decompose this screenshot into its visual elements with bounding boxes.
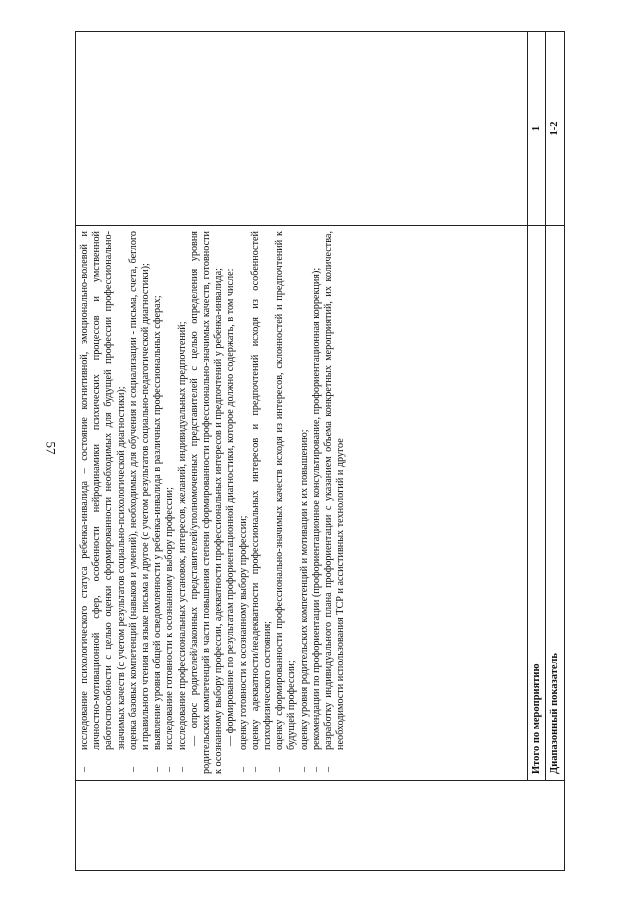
- column-divider: [75, 780, 565, 781]
- description-cell: [79, 231, 347, 774]
- total-label: Итого по мероприятию: [531, 663, 542, 774]
- list-item: – рекомендации по профориентации (профориентационное консультирование, профориентационная коррекция);: [310, 267, 322, 772]
- row-divider: [545, 31, 546, 781]
- range-value: 1-2: [549, 121, 560, 136]
- list-item: – разработку индивидуального плана профориентации с указанием объема конкретных мероприятий, их количества, необходимости использования ТСР и ассистивных технологий и другое: [323, 231, 347, 772]
- total-value: 1: [531, 125, 542, 132]
- list-item: – оценку адекватности/неадекватности профессиональных интересов и предпочтений исходя из особенностей психофизического состояния;: [249, 231, 274, 772]
- paragraph-parent-survey: — опрос родителей/законных представителей/уполномоченных представителей с целью определения уровня родительских компетенций в части повышения степени сформированности профессионально-значимых качеств, готовности к осознанному выбору профессии, адекватности профессиональных интересов и предпочтений у ребенка-инвалида;: [188, 231, 225, 774]
- list-item: – исследование готовности к осознанному выбору профессии;: [164, 487, 176, 772]
- page-number: 57: [43, 441, 59, 455]
- range-label: Диапазонный показатель: [549, 653, 560, 774]
- rotated-table: [75, 31, 565, 871]
- list-item: – оценку уровня родительских компетенций и мотивации к их повышению;: [298, 429, 310, 772]
- list-item: – оценка базовых компетенций (навыков и умений), необходимых для обучения и социализации - письма, счета, беглого и правильного чтения на языке письма и другое (с учетом результатов социально-педагогической диагностики);: [127, 231, 152, 772]
- list-item: – оценку готовности к осознанному выбору профессии;: [237, 515, 249, 772]
- paragraph-conclusion: — формирование по результатам профориентационной диагностики, которое должно содержать, в том числе:: [225, 268, 237, 746]
- list-item: – выявление уровня общей осведомленности у ребенка-инвалида в различных профессиональных сферах;: [152, 295, 164, 772]
- list-item: – оценку сформированности профессионально-значимых качеств исходя из интересов, склонностей и предпочтений к будущей профессии;: [274, 231, 298, 772]
- column-divider-right: [75, 225, 565, 226]
- row-divider: [527, 31, 528, 781]
- list-item: – исследование психологического статуса ребенка-инвалида – состояние когнитивной, эмоционально-волевой и личностно-мотивационной сфер, особенности нейродинамики психических процессов и умственной работоспособности с целью оценки сформированности необходимых для будущей профессии профессионально-значимых качеств (с учетом результатов социально-психологической диагностики);: [79, 231, 127, 772]
- list-item: – исследование профессиональных установок, интересов, желаний, индивидуальных предпочтений;: [176, 321, 188, 772]
